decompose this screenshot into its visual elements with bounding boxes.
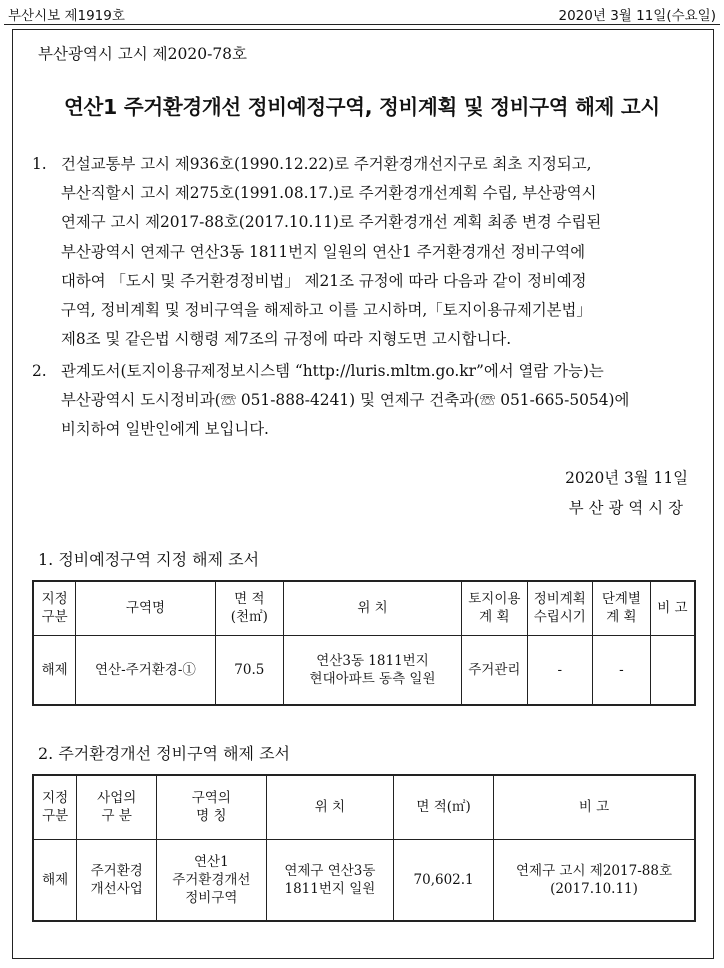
- table-cell: -: [527, 635, 592, 705]
- table-cell: 해제: [33, 839, 77, 921]
- table-header-row: [33, 581, 695, 635]
- table-cell: 연산3동 1811번지 현대아파트 동측 일원: [283, 635, 461, 705]
- table-header-row: [33, 775, 695, 839]
- table-cell: 연제구 고시 제2017-88호 (2017.10.11): [494, 839, 696, 921]
- table-header-cell: 비 고: [494, 775, 696, 839]
- item-text: 관계도서(토지이용규제정보시스템 “http://luris.mltm.go.kr”에서 열람 가능)는 부산광역시 도시정비과(☏ 051-888-4241) 및 연제구 건축과(☏ 051-665-5054)에 비치하여 일반인에게 보입니다.: [61, 362, 630, 439]
- table-header-cell: 면 적 (천㎡): [215, 581, 283, 635]
- table-header-cell: 위 치: [266, 775, 394, 839]
- release-table-1: [32, 580, 696, 706]
- publication-issue: 부산시보 제1919호: [8, 8, 125, 24]
- item-number: 2.: [32, 362, 47, 380]
- signature-name: 부산광역시장: [568, 499, 688, 517]
- section-heading-2: 2. 주거환경개선 정비구역 해제 조서: [38, 744, 290, 763]
- table-row: [33, 635, 695, 705]
- table-header-cell: 사업의 구 분: [77, 775, 157, 839]
- table-header-cell: 면 적(㎡): [394, 775, 494, 839]
- publication-date: 2020년 3월 11일(수요일): [558, 8, 716, 24]
- release-table-2: [32, 774, 696, 922]
- table-cell: 70,602.1: [394, 839, 494, 921]
- table-cell: -: [592, 635, 650, 705]
- table-header-cell: 단계별 계 획: [592, 581, 650, 635]
- table-cell: 주거환경 개선사업: [77, 839, 157, 921]
- table-header-cell: 구역의 명 칭: [157, 775, 267, 839]
- notice-title: 연산1 주거환경개선 정비예정구역, 정비계획 및 정비구역 해제 고시: [64, 95, 660, 119]
- table-cell: 주거관리: [462, 635, 527, 705]
- table-cell: 연산1 주거환경개선 정비구역: [157, 839, 267, 921]
- table-cell: [650, 635, 695, 705]
- table-header-cell: 토지이용 계 획: [462, 581, 527, 635]
- notice-item-2: [32, 357, 697, 445]
- notice-item-1: [32, 150, 697, 354]
- table-cell: 70.5: [215, 635, 283, 705]
- section-heading-1: 1. 정비예정구역 지정 해제 조서: [38, 550, 260, 569]
- table-cell: 연산-주거환경-①: [76, 635, 215, 705]
- table-cell: 연제구 연산3동 1811번지 일원: [266, 839, 394, 921]
- table-row: [33, 839, 695, 921]
- header-divider: [4, 24, 720, 25]
- table-header-cell: 정비계획 수립시기: [527, 581, 592, 635]
- table-header-cell: 위 치: [283, 581, 461, 635]
- item-text: 건설교통부 고시 제936호(1990.12.22)로 주거환경개선지구로 최초 지정되고, 부산직할시 고시 제275호(1991.08.17.)로 주거환경개선계획 수립, 부산광역시 연제구 고시 제2017-88호(2017.10.11)로 주거환경개선 계획 최종 변경 수립된 부산광역시 연제구 연산3동 1811번지 일원의 연산1 주거환경개선 정비구역에 대하여 「도시 및 주거환경정비법」 제21조 규정에 따라 다음과 같이 정비예정 구역, 정비계획 및 정비구역을 해제하고 이를 고시하며,「토지이용규제기본법」 제8조 및 같은법 시행령 제7조의 규정에 따라 지형도면 고시합니다.: [61, 155, 602, 349]
- signature-date: 2020년 3월 11일: [565, 469, 688, 487]
- table-header-cell: 구역명: [76, 581, 215, 635]
- table-cell: 해제: [33, 635, 76, 705]
- table-header-cell: 지정 구분: [33, 775, 77, 839]
- table-header-cell: 지정 구분: [33, 581, 76, 635]
- table-header-cell: 비 고: [650, 581, 695, 635]
- notice-number: 부산광역시 고시 제2020-78호: [38, 45, 248, 63]
- item-number: 1.: [32, 155, 47, 173]
